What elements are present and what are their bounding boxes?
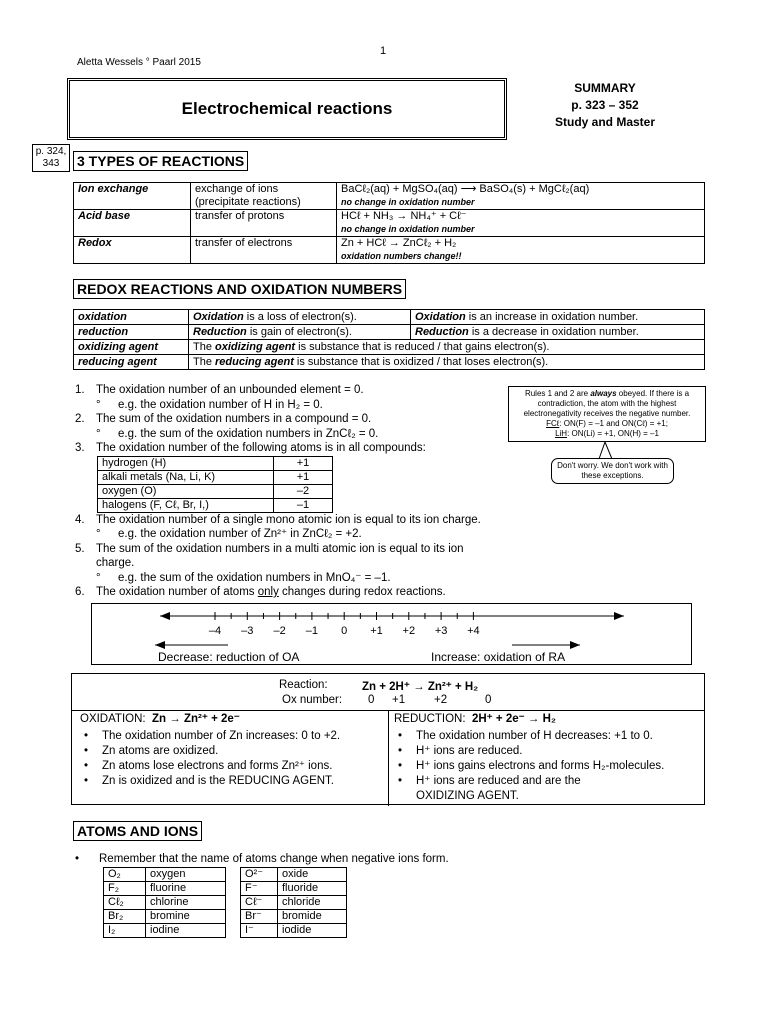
number-line-tick-label: +1 — [370, 625, 383, 637]
list-item: • Zn is oxidized and is the REDUCING AGENT. — [80, 774, 384, 789]
ox-number-label: Ox number: — [282, 694, 343, 706]
redox-term: oxidation — [78, 311, 127, 323]
summary-source: Study and Master — [554, 115, 656, 129]
summary-label: SUMMARY — [574, 81, 636, 95]
table-row — [74, 340, 705, 355]
reaction-label: Reaction: — [279, 679, 328, 691]
table-row — [74, 183, 705, 210]
rule-3: 3. The oxidation number of the following atoms is in all compounds: — [75, 442, 426, 454]
table-row: Cℓ⁻ chloride — [241, 896, 347, 910]
rule-5-example: ° e.g. the sum of the oxidation numbers in MnO₄⁻ = –1. — [96, 571, 391, 584]
redox-definitions-table — [73, 309, 705, 370]
rule-1: 1. The oxidation number of an unbounded element = 0. — [75, 384, 364, 396]
title-box — [67, 78, 507, 140]
def-bold: Oxidation — [193, 311, 244, 323]
reaction-desc-extra: (precipitate reactions) — [195, 196, 301, 208]
table-row: F₂ fluorine — [104, 882, 226, 896]
list-item: • H⁺ ions are reduced and are the OXIDIZING AGENT. — [394, 774, 594, 804]
rule-1-example: ° e.g. the oxidation number of H in H₂ = 0. — [96, 398, 323, 411]
number-line-tick-label: –2 — [273, 625, 286, 637]
atom-oxidation-table — [97, 456, 333, 513]
reaction-type: Acid base — [78, 210, 130, 222]
atom-names-table — [103, 867, 226, 938]
number-line-tick-label: +3 — [434, 625, 448, 637]
speech-bubble: Don't worry. We don't work with these exceptions. — [551, 458, 674, 484]
rule-5: 5. The sum of the oxidation numbers in a multi atomic ion is equal to its ion charge. — [75, 542, 464, 569]
page-reference-line-1: p. 324, — [35, 146, 67, 157]
reaction-types-table — [73, 182, 705, 264]
reaction-equation: HCℓ + NH₃ → NH₄⁺ + Cℓ⁻ — [341, 210, 467, 222]
heading-atoms: ATOMS AND IONS — [73, 821, 202, 841]
author-line: Aletta Wessels ° Paarl 2015 — [77, 57, 201, 68]
ox-value: 0 — [485, 694, 492, 706]
heading-redox: REDOX REACTIONS AND OXIDATION NUMBERS — [73, 279, 406, 299]
number-line-tick-label: +4 — [467, 625, 480, 637]
redox-term: oxidizing agent — [78, 341, 159, 353]
list-item: • H⁺ ions gains electrons and forms H₂-molecules. — [394, 759, 702, 774]
table-row — [74, 355, 705, 370]
def-text: is gain of electron(s). — [246, 326, 352, 338]
reaction-equation: Zn + 2H⁺ → Zn²⁺ + H₂ — [362, 681, 479, 693]
def-bold: Oxidation — [415, 311, 466, 323]
rule-4-example: ° e.g. the oxidation number of Zn²⁺ in ZnCℓ₂ = +2. — [96, 528, 362, 540]
reaction-note: oxidation numbers change!! — [341, 251, 462, 261]
def-text: The — [193, 341, 216, 353]
reaction-type: Redox — [78, 237, 112, 249]
summary-block — [520, 80, 690, 131]
ox-value: 0 — [368, 694, 375, 706]
axis-arrow-right-icon — [614, 612, 624, 620]
ox-value: +1 — [392, 694, 406, 706]
number-line-tick-label: +2 — [402, 625, 416, 637]
page-title: Electrochemical reactions — [181, 99, 393, 118]
table-row: I⁻ iodide — [241, 924, 347, 938]
number-line-tick-label: –1 — [305, 625, 319, 637]
exceptions-note: Rules 1 and 2 are always obeyed. If there is a contradiction, the atom with the highest electronegativity receives the negative number. FCℓ: ON(F) = –1 and ON(Cℓ) = +1; LiH: ON(Li) = +1, ON(H) = –1 — [508, 386, 706, 442]
reaction-box — [71, 673, 705, 805]
table-row: I₂ iodine — [104, 924, 226, 938]
table-row: alkali metals (Na, Li, K) +1 — [98, 470, 333, 484]
table-row: O₂ oxygen — [104, 868, 226, 882]
summary-pages: p. 323 – 352 — [571, 98, 639, 112]
reaction-note: no change in oxidation number — [341, 224, 475, 234]
redox-term: reduction — [78, 326, 129, 338]
reduction-title: REDUCTION: — [394, 713, 466, 725]
axis-arrow-left-icon — [160, 612, 170, 620]
decrease-arrow-head-icon — [155, 641, 165, 649]
increase-label: Increase: oxidation of RA — [431, 650, 566, 664]
def-bold: reducing agent — [215, 356, 294, 368]
list-item: • The oxidation number of H decreases: +1 to 0. — [394, 729, 702, 744]
number-line-box — [91, 603, 692, 665]
page-reference-line-2: 343 — [42, 158, 60, 169]
table-row: Cℓ₂ chlorine — [104, 896, 226, 910]
table-row: O²⁻ oxide — [241, 868, 347, 882]
reaction-note: no change in oxidation number — [341, 197, 475, 207]
list-item: • The oxidation number of Zn increases: 0 to +2. — [80, 729, 384, 744]
table-row: Br₂ bromine — [104, 910, 226, 924]
number-line-tick-label: 0 — [341, 625, 348, 637]
rule-6: 6. The oxidation number of atoms only changes during redox reactions. — [75, 586, 446, 598]
def-text: The — [193, 356, 216, 368]
def-text: is substance that is oxidized / that loses electron(s). — [293, 356, 549, 368]
names-intro: • Remember that the name of atoms change when negative ions form. — [75, 853, 449, 865]
heading-types: 3 TYPES OF REACTIONS — [73, 151, 248, 171]
page-reference — [32, 144, 70, 172]
reduction-equation: 2H⁺ + 2e⁻ → H₂ — [471, 713, 556, 725]
rule-4: 4. The oxidation number of a single mono atomic ion is equal to its ion charge. — [75, 513, 481, 526]
def-bold: Reduction — [415, 326, 469, 338]
redox-term: reducing agent — [78, 356, 157, 368]
reaction-desc: transfer of protons — [195, 210, 285, 222]
table-row: oxygen (O) –2 — [98, 484, 333, 498]
list-item: • Zn atoms lose electrons and forms Zn²⁺ ions. — [80, 759, 384, 774]
def-bold: Reduction — [193, 326, 247, 338]
list-item: • H⁺ ions are reduced. — [394, 744, 702, 759]
table-row: F⁻ fluoride — [241, 882, 347, 896]
rule-2: 2. The sum of the oxidation numbers in a compound = 0. — [75, 413, 372, 425]
ox-value: +2 — [434, 694, 448, 706]
increase-arrow-head-icon — [570, 641, 580, 649]
table-row — [74, 237, 705, 264]
table-row — [74, 325, 705, 340]
bullet-icon: • — [75, 853, 80, 865]
def-text: is a decrease in oxidation number. — [468, 326, 639, 338]
def-text: is a loss of electron(s). — [243, 311, 357, 323]
reaction-header — [72, 674, 704, 710]
oxidation-title: OXIDATION: — [80, 713, 146, 725]
def-text: is an increase in oxidation number. — [465, 311, 639, 323]
reaction-type: Ion exchange — [78, 183, 149, 195]
oxidation-column — [80, 712, 384, 789]
table-row: Br⁻ bromide — [241, 910, 347, 924]
number-line-tick-label: –4 — [208, 625, 222, 637]
ion-names-table — [240, 867, 347, 938]
oxidation-rules — [75, 383, 495, 600]
reaction-equation: Zn + HCℓ → ZnCℓ₂ + H₂ — [341, 237, 457, 249]
table-row: hydrogen (H) +1 — [98, 456, 333, 470]
rule-2-example: ° e.g. the sum of the oxidation numbers in ZnCℓ₂ = 0. — [96, 427, 379, 440]
number-line-tick-label: –3 — [241, 625, 254, 637]
def-bold: oxidizing agent — [215, 341, 296, 353]
list-item: • Zn atoms are oxidized. — [80, 744, 384, 759]
oxidation-equation: Zn → Zn²⁺ + 2e⁻ — [152, 713, 240, 725]
decrease-label: Decrease: reduction of OA — [158, 650, 300, 664]
table-row — [74, 210, 705, 237]
table-row: halogens (F, Cℓ, Br, I,) –1 — [98, 498, 333, 512]
def-text: is substance that is reduced / that gains electron(s). — [295, 341, 550, 353]
reduction-column — [394, 712, 702, 804]
reaction-desc: transfer of electrons — [195, 237, 293, 249]
reaction-equation: BaCℓ₂(aq) + MgSO₄(aq) ⟶ BaSO₄(s) + MgCℓ₂(aq) — [341, 183, 590, 195]
reaction-desc: exchange of ions — [195, 183, 279, 195]
page-number: 1 — [380, 45, 387, 57]
table-row — [74, 310, 705, 325]
